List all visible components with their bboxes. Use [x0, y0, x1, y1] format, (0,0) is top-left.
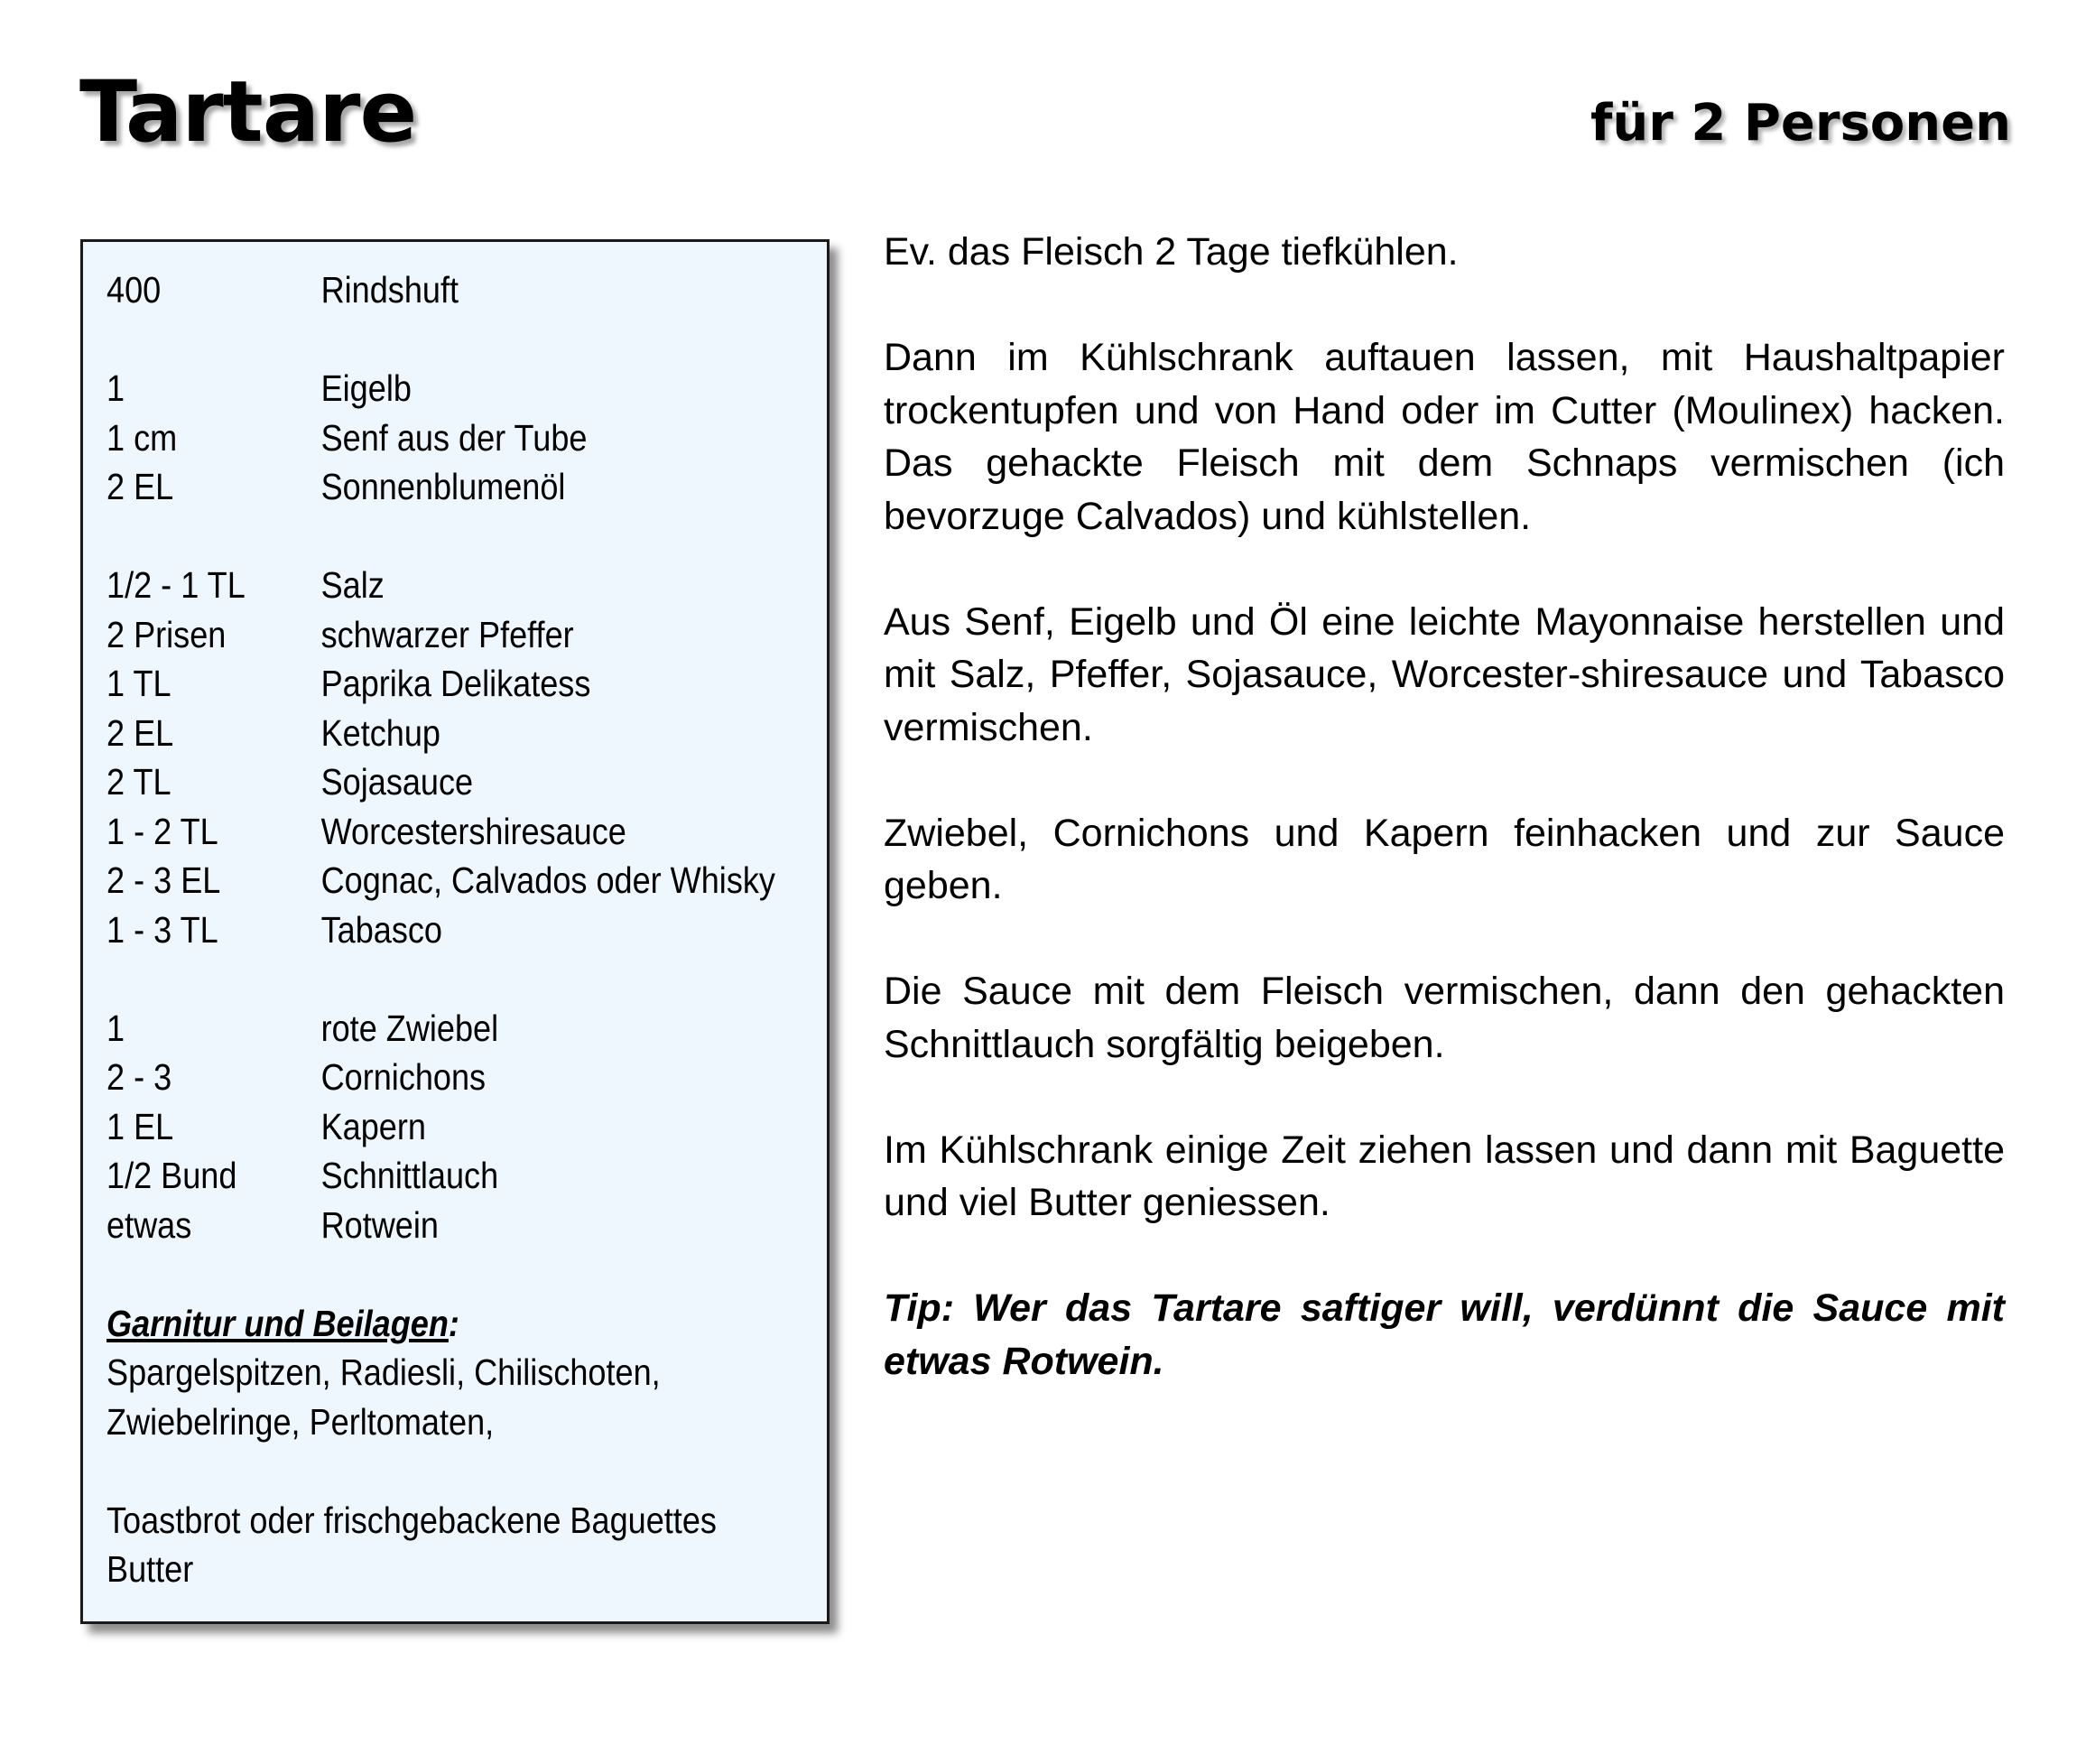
ingredient-name: Cornichons — [320, 1056, 487, 1098]
ingredient-row — [107, 905, 821, 955]
ingredient-row — [107, 659, 821, 709]
ingredient-quantity: 2 TL — [107, 761, 171, 803]
instruction-paragraph: Ev. das Fleisch 2 Tage tiefkühlen. — [884, 230, 1459, 274]
ingredient-name: Rindshuft — [320, 269, 459, 311]
ingredient-row — [107, 1201, 821, 1250]
group-spacer — [107, 315, 821, 365]
garnish-line: Zwiebelringe, Perltomaten, — [107, 1400, 495, 1443]
group-spacer — [107, 1446, 821, 1496]
tip-paragraph: Tip: Wer das Tartare saftiger will, verdünnt die Sauce mit etwas Rotwein. — [884, 1286, 2005, 1383]
ingredient-quantity: etwas — [107, 1203, 192, 1246]
ingredient-name: Sonnenblumenöl — [320, 466, 566, 507]
instruction-paragraph: Dann im Kühlschrank auftauen lassen, mit Haushaltpapier trockentupfen und von Hand oder im Cutter (Moulinex) hacken. Das gehackte Fleisch mit dem Schnaps vermischen (ich bevorzuge Calvados) und kühlstellen. — [884, 336, 2005, 538]
ingredient-quantity: 1 - 2 TL — [107, 810, 218, 852]
ingredient-name: Kapern — [320, 1105, 426, 1147]
ingredient-row — [107, 856, 821, 905]
ingredient-quantity: 1 EL — [107, 1105, 174, 1147]
ingredient-name: rote Zwiebel — [320, 1007, 499, 1049]
ingredient-row — [107, 561, 821, 610]
ingredient-name: Eigelb — [320, 367, 412, 409]
ingredient-name: Worcestershiresauce — [320, 810, 626, 852]
group-spacer — [107, 954, 821, 1004]
ingredient-row — [107, 757, 821, 807]
ingredient-quantity: 1/2 - 1 TL — [107, 564, 246, 606]
ingredient-quantity: 2 - 3 EL — [107, 859, 221, 901]
ingredient-quantity: 2 Prisen — [107, 613, 227, 655]
ingredient-quantity: 2 EL — [107, 711, 174, 754]
ingredients-list — [107, 265, 821, 1594]
ingredient-row — [107, 1053, 821, 1102]
ingredient-row — [107, 709, 821, 758]
garnish-heading-colon: : — [448, 1302, 459, 1344]
recipe-title: Tartare — [79, 63, 417, 162]
ingredient-name: Salz — [320, 564, 385, 606]
ingredient-row — [107, 413, 821, 463]
sides-line: Butter — [107, 1548, 194, 1590]
ingredient-quantity: 1/2 Bund — [107, 1155, 237, 1196]
garnish-line: Spargelspitzen, Radiesli, Chilischoten, — [107, 1351, 661, 1393]
ingredient-row — [107, 610, 821, 660]
group-spacer — [107, 1249, 821, 1299]
ingredients-box — [80, 239, 830, 1624]
ingredient-name: Senf aus der Tube — [320, 416, 588, 459]
group-spacer — [107, 512, 821, 562]
garnish-heading: Garnitur und Beilagen — [107, 1302, 449, 1344]
ingredient-name: Cognac, Calvados oder Whisky — [320, 859, 775, 901]
ingredient-row — [107, 1004, 821, 1054]
instructions — [884, 226, 2005, 1441]
ingredient-name: Tabasco — [320, 908, 442, 951]
ingredient-row — [107, 1102, 821, 1152]
ingredient-quantity: 2 - 3 — [107, 1056, 172, 1098]
instruction-paragraph: Die Sauce mit dem Fleisch vermischen, dann den gehackten Schnittlauch sorgfältig beigeben. — [884, 970, 2005, 1066]
ingredient-name: Schnittlauch — [320, 1155, 499, 1196]
sides-line: Toastbrot oder frischgebackene Baguettes — [107, 1499, 717, 1541]
ingredient-name: Paprika Delikatess — [320, 663, 591, 704]
ingredient-name: Sojasauce — [320, 761, 474, 803]
servings-label: für 2 Personen — [1590, 94, 2011, 153]
instruction-paragraph: Aus Senf, Eigelb und Öl eine leichte Mayonnaise herstellen und mit Salz, Pfeffer, Sojasauce, Worcester-shiresauce und Tabasco vermischen. — [884, 599, 2005, 749]
ingredient-row — [107, 265, 821, 315]
instruction-paragraph: Im Kühlschrank einige Zeit ziehen lassen und dann mit Baguette und viel Butter geniessen. — [884, 1128, 2005, 1224]
ingredient-quantity: 1 — [107, 367, 125, 409]
ingredient-row — [107, 364, 821, 413]
ingredient-quantity: 1 - 3 TL — [107, 908, 218, 951]
ingredient-name: Ketchup — [320, 711, 440, 754]
ingredient-quantity: 400 — [107, 269, 162, 311]
ingredient-quantity: 1 cm — [107, 416, 178, 459]
ingredient-quantity: 1 — [107, 1007, 125, 1049]
ingredient-quantity: 1 TL — [107, 663, 171, 704]
ingredient-row — [107, 1151, 821, 1201]
ingredient-row — [107, 462, 821, 512]
ingredient-row — [107, 807, 821, 857]
ingredient-name: Rotwein — [320, 1203, 439, 1246]
instruction-paragraph: Zwiebel, Cornichons und Kapern feinhacken und zur Sauce geben. — [884, 811, 2005, 907]
ingredient-quantity: 2 EL — [107, 466, 174, 507]
ingredient-name: schwarzer Pfeffer — [320, 613, 574, 655]
garnish-heading-line — [107, 1299, 821, 1349]
